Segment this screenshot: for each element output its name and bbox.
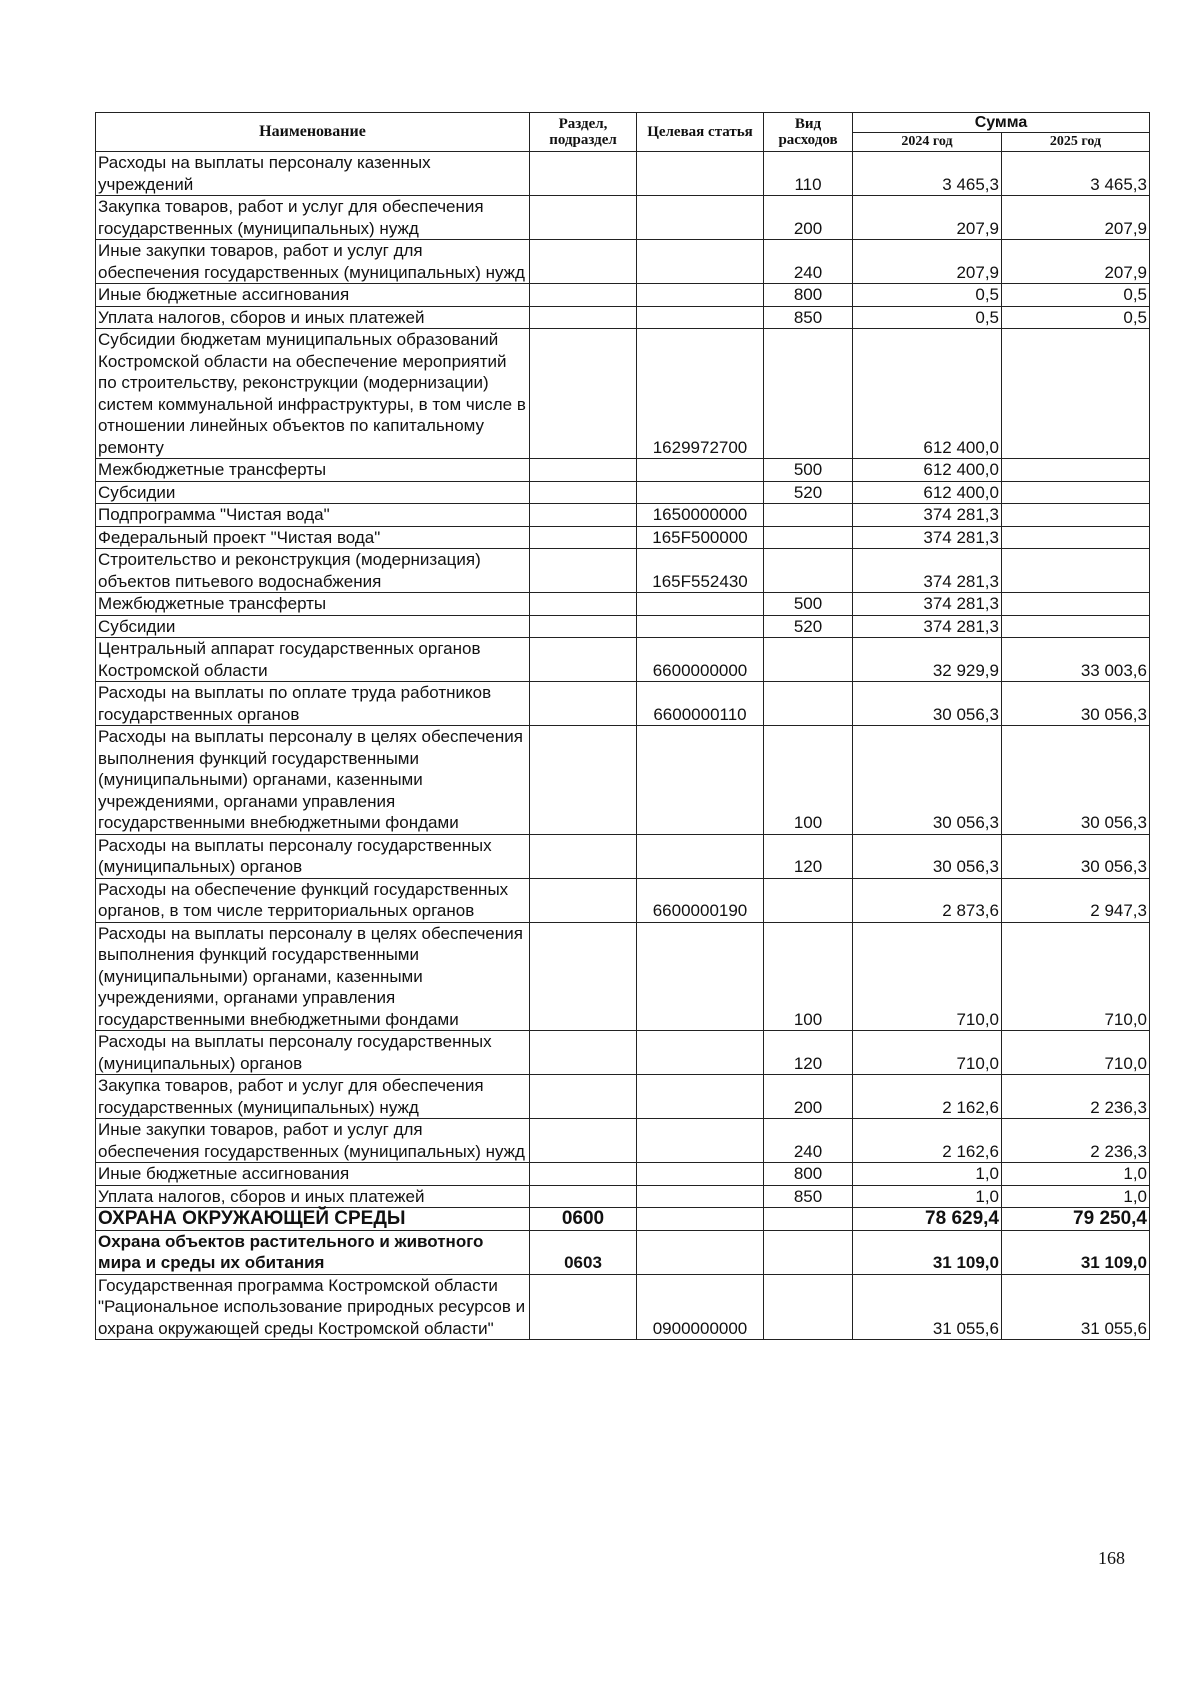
cell-name: Охрана объектов растительного и животного мира и среды их обитания — [96, 1230, 530, 1274]
cell-sum-2024: 0,5 — [853, 284, 1002, 307]
cell-razdel — [530, 481, 637, 504]
cell-name: Субсидии бюджетам муниципальных образований Костромской области на обеспечение мероприятий по строительству, реконструкции (модернизации) систем коммунальной инфраструктуры, в том числе в отношении линейных объектов по капитальному ремонту — [96, 329, 530, 459]
table-row — [96, 726, 1150, 835]
cell-sum-2025: 31 055,6 — [1002, 1274, 1150, 1340]
cell-name: Иные бюджетные ассигнования — [96, 1163, 530, 1186]
cell-sum-2024: 374 281,3 — [853, 526, 1002, 549]
cell-sum-2024: 374 281,3 — [853, 593, 1002, 616]
cell-vid: 100 — [764, 726, 853, 835]
cell-celevaya — [637, 481, 764, 504]
cell-name: Иные закупки товаров, работ и услуг для обеспечения государственных (муниципальных) нужд — [96, 240, 530, 284]
table-row — [96, 638, 1150, 682]
cell-sum-2025 — [1002, 481, 1150, 504]
cell-celevaya — [637, 306, 764, 329]
cell-sum-2024: 32 929,9 — [853, 638, 1002, 682]
page-number: 168 — [1098, 1548, 1125, 1568]
cell-sum-2024: 374 281,3 — [853, 504, 1002, 527]
cell-celevaya: 6600000000 — [637, 638, 764, 682]
cell-name: Межбюджетные трансферты — [96, 459, 530, 482]
table-row — [96, 481, 1150, 504]
cell-sum-2025: 2 236,3 — [1002, 1119, 1150, 1163]
cell-name: Федеральный проект "Чистая вода" — [96, 526, 530, 549]
cell-name: Межбюджетные трансферты — [96, 593, 530, 616]
cell-celevaya — [637, 615, 764, 638]
cell-razdel — [530, 1031, 637, 1075]
table-row — [96, 1031, 1150, 1075]
cell-razdel — [530, 1119, 637, 1163]
cell-celevaya: 1650000000 — [637, 504, 764, 527]
cell-razdel — [530, 638, 637, 682]
cell-celevaya — [637, 1185, 764, 1208]
header-vid: Вид расходов — [764, 113, 853, 152]
cell-sum-2024: 207,9 — [853, 196, 1002, 240]
table-row — [96, 834, 1150, 878]
cell-sum-2024: 207,9 — [853, 240, 1002, 284]
cell-name: Уплата налогов, сборов и иных платежей — [96, 1185, 530, 1208]
cell-razdel — [530, 459, 637, 482]
cell-razdel — [530, 240, 637, 284]
table-header — [96, 113, 1150, 152]
cell-vid: 240 — [764, 240, 853, 284]
cell-sum-2024: 0,5 — [853, 306, 1002, 329]
table-row — [96, 526, 1150, 549]
cell-razdel: 0603 — [530, 1230, 637, 1274]
cell-sum-2024: 31 055,6 — [853, 1274, 1002, 1340]
cell-sum-2024: 31 109,0 — [853, 1230, 1002, 1274]
cell-celevaya: 0900000000 — [637, 1274, 764, 1340]
table-row — [96, 549, 1150, 593]
cell-celevaya — [637, 284, 764, 307]
cell-razdel — [530, 306, 637, 329]
cell-name: Закупка товаров, работ и услуг для обеспечения государственных (муниципальных) нужд — [96, 196, 530, 240]
cell-celevaya — [637, 1163, 764, 1186]
cell-sum-2024: 612 400,0 — [853, 329, 1002, 459]
cell-vid: 520 — [764, 615, 853, 638]
cell-razdel — [530, 196, 637, 240]
cell-vid — [764, 1208, 853, 1231]
cell-sum-2025: 2 236,3 — [1002, 1075, 1150, 1119]
cell-sum-2024: 2 162,6 — [853, 1119, 1002, 1163]
header-name: Наименование — [96, 113, 530, 152]
header-year-2025: 2025 год — [1002, 133, 1150, 152]
cell-sum-2024: 2 873,6 — [853, 878, 1002, 922]
cell-razdel — [530, 504, 637, 527]
cell-name: Расходы на выплаты персоналу казенных учреждений — [96, 152, 530, 196]
cell-sum-2024: 78 629,4 — [853, 1208, 1002, 1231]
cell-celevaya — [637, 726, 764, 835]
cell-vid: 200 — [764, 196, 853, 240]
table-row — [96, 1163, 1150, 1186]
cell-razdel — [530, 615, 637, 638]
cell-sum-2025: 30 056,3 — [1002, 682, 1150, 726]
cell-celevaya — [637, 196, 764, 240]
cell-sum-2025: 710,0 — [1002, 922, 1150, 1031]
cell-celevaya — [637, 1208, 764, 1231]
cell-razdel — [530, 682, 637, 726]
cell-sum-2025: 79 250,4 — [1002, 1208, 1150, 1231]
table-row — [96, 152, 1150, 196]
budget-table — [95, 112, 1150, 1340]
cell-vid: 500 — [764, 593, 853, 616]
cell-razdel — [530, 329, 637, 459]
table-row — [96, 504, 1150, 527]
cell-sum-2024: 612 400,0 — [853, 481, 1002, 504]
cell-razdel — [530, 152, 637, 196]
cell-sum-2024: 30 056,3 — [853, 834, 1002, 878]
cell-sum-2025 — [1002, 329, 1150, 459]
cell-sum-2025 — [1002, 593, 1150, 616]
cell-sum-2025 — [1002, 459, 1150, 482]
cell-name: Расходы на выплаты персоналу государственных (муниципальных) органов — [96, 1031, 530, 1075]
cell-sum-2025: 2 947,3 — [1002, 878, 1150, 922]
cell-vid: 200 — [764, 1075, 853, 1119]
cell-name: Иные бюджетные ассигнования — [96, 284, 530, 307]
cell-sum-2025: 31 109,0 — [1002, 1230, 1150, 1274]
cell-sum-2024: 374 281,3 — [853, 615, 1002, 638]
cell-vid: 520 — [764, 481, 853, 504]
cell-sum-2025 — [1002, 504, 1150, 527]
cell-name: Закупка товаров, работ и услуг для обеспечения государственных (муниципальных) нужд — [96, 1075, 530, 1119]
cell-sum-2024: 374 281,3 — [853, 549, 1002, 593]
cell-vid: 850 — [764, 306, 853, 329]
cell-razdel — [530, 878, 637, 922]
cell-sum-2025: 207,9 — [1002, 196, 1150, 240]
cell-sum-2025: 30 056,3 — [1002, 726, 1150, 835]
cell-sum-2025 — [1002, 615, 1150, 638]
cell-vid — [764, 638, 853, 682]
cell-celevaya — [637, 1119, 764, 1163]
table-row — [96, 329, 1150, 459]
cell-name: Расходы на выплаты по оплате труда работников государственных органов — [96, 682, 530, 726]
cell-celevaya: 165F500000 — [637, 526, 764, 549]
cell-name: Расходы на выплаты персоналу государственных (муниципальных) органов — [96, 834, 530, 878]
table-row — [96, 615, 1150, 638]
cell-vid: 100 — [764, 922, 853, 1031]
cell-sum-2025: 207,9 — [1002, 240, 1150, 284]
cell-razdel — [530, 834, 637, 878]
table-row — [96, 922, 1150, 1031]
cell-celevaya — [637, 1075, 764, 1119]
header-celevaya: Целевая статья — [637, 113, 764, 152]
cell-celevaya — [637, 152, 764, 196]
cell-celevaya: 1629972700 — [637, 329, 764, 459]
cell-vid: 240 — [764, 1119, 853, 1163]
cell-razdel — [530, 922, 637, 1031]
cell-sum-2025 — [1002, 526, 1150, 549]
cell-name: Расходы на выплаты персоналу в целях обеспечения выполнения функций государственными (муниципальными) органами, казенными учреждениями, органами управления государственными внебюджетными фондами — [96, 726, 530, 835]
table-row — [96, 1230, 1150, 1274]
cell-vid — [764, 504, 853, 527]
table-row — [96, 682, 1150, 726]
cell-razdel — [530, 1274, 637, 1340]
cell-vid: 120 — [764, 834, 853, 878]
cell-name: ОХРАНА ОКРУЖАЮЩЕЙ СРЕДЫ — [96, 1208, 530, 1231]
cell-sum-2025: 1,0 — [1002, 1185, 1150, 1208]
cell-sum-2025 — [1002, 549, 1150, 593]
cell-razdel — [530, 593, 637, 616]
cell-sum-2024: 710,0 — [853, 1031, 1002, 1075]
table-row — [96, 459, 1150, 482]
cell-name: Центральный аппарат государственных органов Костромской области — [96, 638, 530, 682]
cell-sum-2025: 30 056,3 — [1002, 834, 1150, 878]
cell-name: Расходы на выплаты персоналу в целях обеспечения выполнения функций государственными (муниципальными) органами, казенными учреждениями, органами управления государственными внебюджетными фондами — [96, 922, 530, 1031]
table-row — [96, 196, 1150, 240]
cell-celevaya: 6600000190 — [637, 878, 764, 922]
cell-sum-2025: 710,0 — [1002, 1031, 1150, 1075]
table-row — [96, 1208, 1150, 1231]
cell-celevaya: 165F552430 — [637, 549, 764, 593]
table-body — [96, 152, 1150, 1340]
cell-sum-2024: 1,0 — [853, 1185, 1002, 1208]
cell-vid: 800 — [764, 1163, 853, 1186]
cell-razdel — [530, 284, 637, 307]
table-row — [96, 593, 1150, 616]
cell-celevaya — [637, 459, 764, 482]
cell-sum-2024: 30 056,3 — [853, 682, 1002, 726]
cell-name: Подпрограмма "Чистая вода" — [96, 504, 530, 527]
cell-name: Субсидии — [96, 615, 530, 638]
cell-vid — [764, 682, 853, 726]
cell-name: Расходы на обеспечение функций государственных органов, в том числе территориальных органов — [96, 878, 530, 922]
cell-sum-2025: 3 465,3 — [1002, 152, 1150, 196]
cell-vid — [764, 1274, 853, 1340]
cell-sum-2025: 0,5 — [1002, 284, 1150, 307]
cell-sum-2025: 1,0 — [1002, 1163, 1150, 1186]
cell-name: Уплата налогов, сборов и иных платежей — [96, 306, 530, 329]
cell-name: Государственная программа Костромской области "Рациональное использование природных ресурсов и охрана окружающей среды Костромской области" — [96, 1274, 530, 1340]
cell-celevaya: 6600000110 — [637, 682, 764, 726]
table-row — [96, 1075, 1150, 1119]
cell-razdel — [530, 1163, 637, 1186]
cell-vid — [764, 329, 853, 459]
cell-celevaya — [637, 240, 764, 284]
table-row — [96, 306, 1150, 329]
cell-celevaya — [637, 1230, 764, 1274]
cell-razdel — [530, 1185, 637, 1208]
cell-sum-2024: 612 400,0 — [853, 459, 1002, 482]
cell-name: Субсидии — [96, 481, 530, 504]
table-row — [96, 284, 1150, 307]
table-row — [96, 1185, 1150, 1208]
cell-celevaya — [637, 1031, 764, 1075]
cell-sum-2024: 2 162,6 — [853, 1075, 1002, 1119]
cell-celevaya — [637, 834, 764, 878]
cell-razdel — [530, 1075, 637, 1119]
cell-sum-2024: 1,0 — [853, 1163, 1002, 1186]
cell-vid: 110 — [764, 152, 853, 196]
cell-vid — [764, 878, 853, 922]
cell-razdel — [530, 526, 637, 549]
table-row — [96, 1119, 1150, 1163]
cell-sum-2024: 30 056,3 — [853, 726, 1002, 835]
table-row — [96, 1274, 1150, 1340]
cell-vid: 500 — [764, 459, 853, 482]
cell-vid — [764, 526, 853, 549]
cell-razdel: 0600 — [530, 1208, 637, 1231]
cell-name: Иные закупки товаров, работ и услуг для обеспечения государственных (муниципальных) нужд — [96, 1119, 530, 1163]
cell-name: Строительство и реконструкция (модернизация) объектов питьевого водоснабжения — [96, 549, 530, 593]
table-row — [96, 878, 1150, 922]
cell-vid — [764, 1230, 853, 1274]
cell-vid: 800 — [764, 284, 853, 307]
cell-vid — [764, 549, 853, 593]
cell-celevaya — [637, 593, 764, 616]
cell-celevaya — [637, 922, 764, 1031]
cell-sum-2024: 3 465,3 — [853, 152, 1002, 196]
header-summa: Сумма — [853, 113, 1150, 133]
table-row — [96, 240, 1150, 284]
cell-sum-2025: 33 003,6 — [1002, 638, 1150, 682]
header-razdel: Раздел, подраздел — [530, 113, 637, 152]
cell-sum-2024: 710,0 — [853, 922, 1002, 1031]
cell-vid: 120 — [764, 1031, 853, 1075]
cell-razdel — [530, 549, 637, 593]
cell-vid: 850 — [764, 1185, 853, 1208]
cell-razdel — [530, 726, 637, 835]
header-year-2024: 2024 год — [853, 133, 1002, 152]
cell-sum-2025: 0,5 — [1002, 306, 1150, 329]
